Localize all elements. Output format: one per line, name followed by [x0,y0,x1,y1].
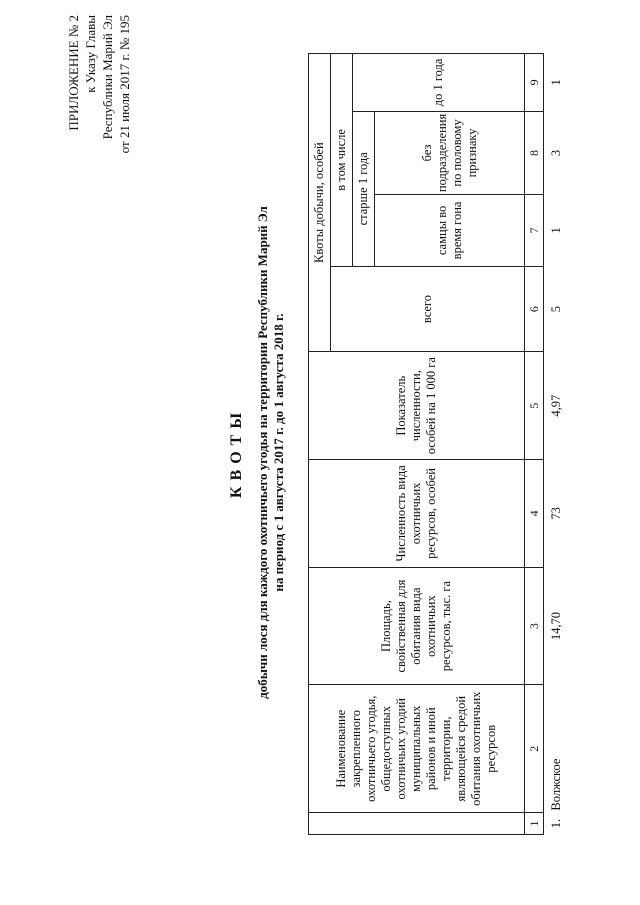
header-males: самцы во время гона [375,195,525,267]
header-total: всего [331,266,525,352]
column-number-row [525,54,544,835]
header-name: Наименование закрепленного охотничьего угодья, общедоступных охотничьих угодий муниципальных районов и иной территории, являющейся средой обитания охотничьих ресурсов [309,685,525,813]
appendix-title: ПРИЛОЖЕНИЕ № 2 [66,15,81,131]
quota-table [308,53,568,835]
subtitle-line-2: на период с 1 августа 2017 г. до 1 августа 2018 г. [271,313,286,592]
document-subtitle [255,0,287,905]
appendix-header [65,15,133,185]
column-number: 4 [525,460,544,568]
appendix-date: от 21 июля 2017 г. № 195 [117,15,132,154]
subtitle-line-1: добычи лося для каждого охотничьего угодья на территории Республики Марий Эл [255,206,270,699]
appendix-republic: Республики Марий Эл [100,15,115,140]
column-number: 2 [525,685,544,813]
header-under-one: до 1 года [353,54,525,112]
row-number: 1. [548,818,563,829]
header-area: Площадь, свойственная для обитания вида охотничьих ресурсов, тыс. га [309,567,525,685]
row-total: 5 [548,305,563,313]
header-row-number [309,813,525,835]
row-males: 1 [548,227,563,234]
header-density: Показатель численности, особей на 1 000 га [309,352,525,460]
column-number: 6 [525,266,544,352]
header-population: Численность вида охотничьих ресурсов, особей [309,460,525,568]
row-density: 4,97 [548,394,563,417]
column-number: 1 [525,813,544,835]
column-number: 8 [525,111,544,194]
row-area: 14,70 [548,612,563,641]
header-including: в том числе [331,54,353,267]
column-number: 9 [525,54,544,112]
column-number: 7 [525,195,544,267]
row-name: Волжское [548,758,563,811]
row-no-gender: 3 [548,149,563,157]
header-older: старше 1 года [353,111,375,266]
column-number: 3 [525,567,544,685]
table-row [544,54,569,835]
header-no-gender: без подразделения по половому признаку [375,111,525,194]
document-title: КВОТЫ [228,406,245,499]
appendix-ref: к Указу Главы [83,15,98,93]
column-number: 5 [525,352,544,460]
row-under-one: 1 [548,79,563,86]
row-population: 73 [548,507,563,520]
header-quota-group: Квоты добычи, особей [309,54,331,352]
